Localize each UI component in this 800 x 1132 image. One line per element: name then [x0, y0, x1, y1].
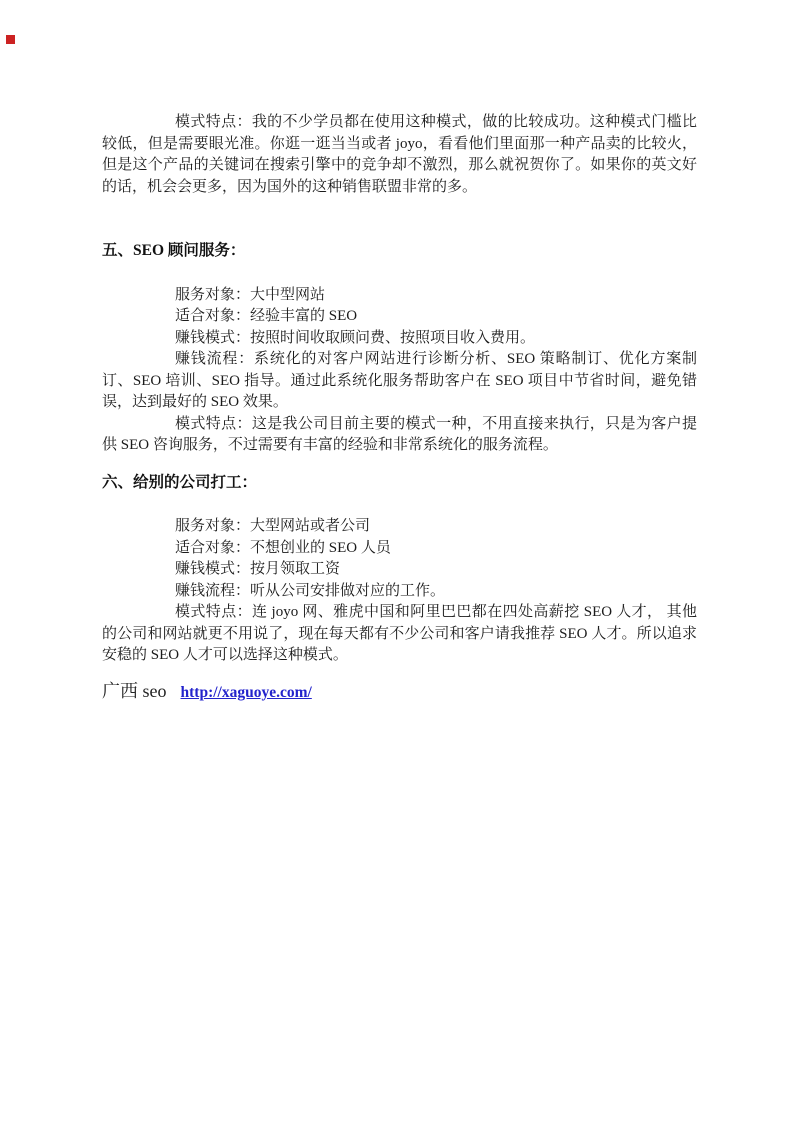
section-heading-6-work-for-company: 六、给别的公司打工： [102, 473, 258, 491]
item-money-model-6: 赚钱模式：按月领取工资 [175, 561, 341, 577]
item-money-model-5: 赚钱模式：按照时间收取顾问费、按照项目收入费用。 [175, 329, 536, 346]
item-service-target-5: 服务对象：大中型网站 [175, 286, 326, 303]
footer-signature-row [102, 681, 697, 705]
item-suitable-for-6: 适合对象：不想创业的 SEO 人员 [175, 539, 391, 556]
item-money-process-6: 赚钱流程：听从公司安排做对应的工作。 [175, 582, 446, 599]
red-corner-marker [6, 35, 15, 44]
paragraph-model-features-4: 模式特点：我的不少学员都在使用这种模式，做的比较成功。这种模式门槛比较低，但是需要眼光准。你逛一逛当当或者 joyo，看看他们里面那一种产品卖的比较火，但是这个产品的关键词在搜索引擎中的竞争却不激烈，那么就祝贺你了。如果你的英文好的话，机会会更多，因为国外的这种销售联盟非常的多。 [102, 114, 697, 195]
paragraph-model-features-5: 模式特点：这是我公司目前主要的模式一种，不用直接来执行，只是为客户提供 SEO 咨询服务，不过需要有丰富的经验和非常系统化的服务流程。 [102, 415, 697, 453]
document-body [102, 112, 697, 704]
item-suitable-for-5: 适合对象：经验丰富的 SEO [175, 308, 358, 324]
footer-signature-label: 广西 seo [102, 680, 167, 701]
paragraph-model-features-6: 模式特点：连 joyo 网、雅虎中国和阿里巴巴都在四处高薪挖 SEO 人才， 其他的公司和网站就更不用说了，现在每天都有不少公司和客户请我推荐 SEO 人才。所以追求安稳的 SEO 人才可以选择这种模式。 [102, 604, 697, 663]
footer-website-link[interactable]: http://xaguoye.com/ [180, 683, 312, 701]
paragraph-money-process-5: 赚钱流程：系统化的对客户网站进行诊断分析、SEO 策略制订、优化方案制订、SEO 培训、SEO 指导。通过此系统化服务帮助客户在 SEO 项目中节省时间，避免错误，达到最好的 SEO 效果。 [102, 351, 697, 410]
item-service-target-6: 服务对象：大型网站或者公司 [175, 518, 371, 534]
section-heading-5-seo-consulting: 五、SEO 顾问服务： [102, 242, 246, 259]
